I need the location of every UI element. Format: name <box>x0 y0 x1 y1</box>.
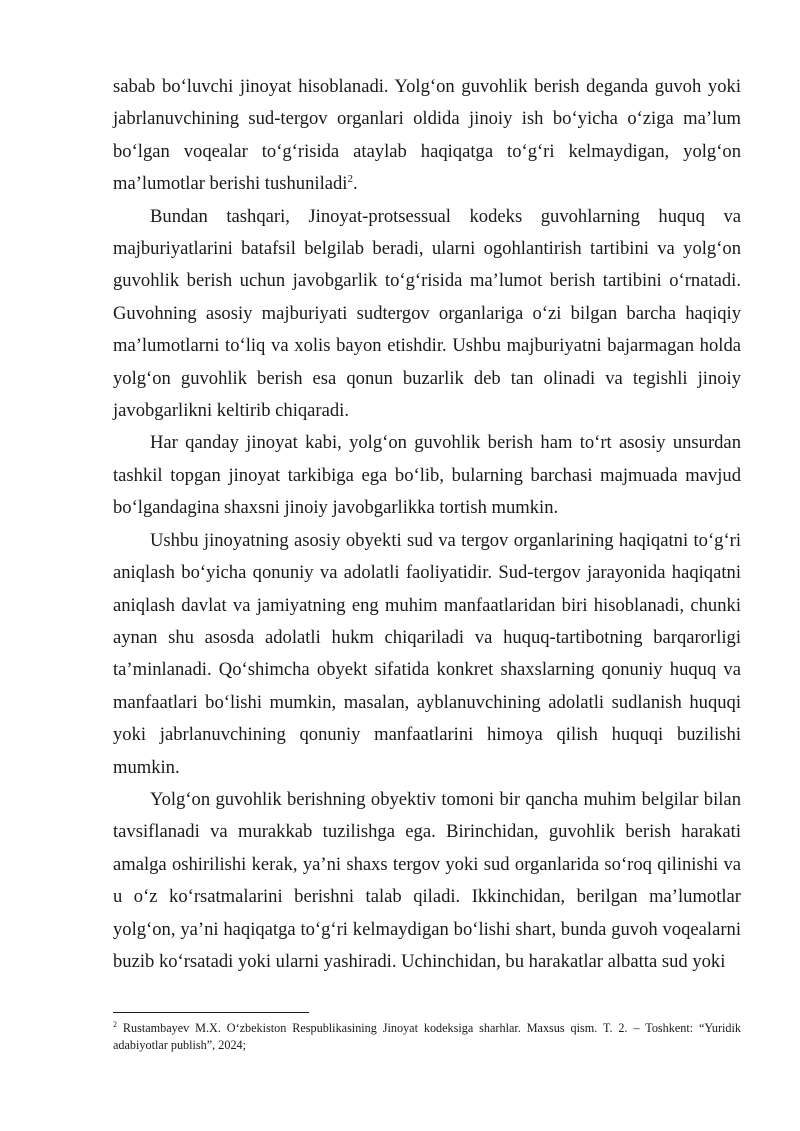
footnote-reference[interactable]: 2 <box>347 173 353 186</box>
document-body <box>113 71 741 978</box>
footnote-area <box>113 1012 741 1054</box>
paragraph: Yolg‘on guvohlik berishning obyektiv tomoni bir qancha muhim belgilar bilan tavsiflanadi va murakkab tuzilishga ega. Birinchidan, guvohlik berish harakati amalga oshirilishi kerak, ya’ni shaxs tergov yoki sud organlarida so‘roq qilinishi va u o‘z ko‘rsatmalarini berishni talab qiladi. Ikkinchidan, berilgan ma’lumotlar yolg‘on, ya’ni haqiqatga to‘g‘ri kelmaydigan bo‘lishi shart, bunda guvoh voqealarni buzib ko‘rsatadi yoki ularni yashiradi. Uchinchidan, bu harakatlar albatta sud yoki <box>113 788 741 972</box>
paragraph-continuation <box>113 71 741 201</box>
paragraph: Bundan tashqari, Jinoyat-protsessual kodeks guvohlarning huquq va majburiyatlarini batafsil belgilab beradi, ularni ogohlantirish tartibini va yolg‘on guvohlik berish uchun javobgarlik to‘g‘risida ma’lumot berish tartibini o‘rnatadi. Guvohning asosiy majburiyati sudtergov organlariga o‘zi bilgan barcha haqiqiy ma’lumotlarni to‘liq va xolis bayon etishdir. Ushbu majburiyatni bajarmagan holda yolg‘on guvohlik berish esa qonun buzarlik deb tan olinadi va tegishli jinoiy javobgarlikni keltirib chiqaradi. <box>113 205 741 422</box>
footnote-text: Rustambayev M.X. O‘zbekiston Respublikasining Jinoyat kodeksiga sharhlar. Maxsus qism. T. 2. – Toshkent: “Yuridik adabiyotlar publish”, 2024; <box>113 1021 741 1052</box>
paragraph-text: sabab bo‘luvchi jinoyat hisoblanadi. Yolg‘on guvohlik berish deganda guvoh yoki jabrlanuvchining sud-tergov organlari oldida jinoiy ish bo‘yicha o‘ziga ma’lum bo‘lgan voqealar to‘g‘risida ataylab haqiqatga to‘g‘ri kelmaydigan, yolg‘on ma’lumotlar berishi tushuniladi <box>113 76 741 195</box>
footnote-separator <box>113 1012 309 1013</box>
paragraph: Ushbu jinoyatning asosiy obyekti sud va tergov organlarining haqiqatni to‘g‘ri aniqlash bo‘yicha qonuniy va adolatli faoliyatidir. Sud-tergov jarayonida haqiqatni aniqlash davlat va jamiyatning eng muhim manfaatlaridan biri hisoblanadi, chunki aynan shu asosda adolatli hukm chiqariladi va huquq-tartibotning barqarorligi ta’minlanadi. Qo‘shimcha obyekt sifatida konkret shaxslarning qonuniy huquq va manfaatlari bo‘lishi mumkin, masalan, ayblanuvchining adolatli sudlanish huquqi yoki jabrlanuvchining qonuniy manfaatlarini himoya qilish huquqi buzilishi mumkin. <box>113 529 741 778</box>
footnote <box>113 1020 741 1054</box>
footnote-number: 2 <box>113 1019 117 1029</box>
paragraph-text-tail: . <box>352 173 358 195</box>
paragraph: Har qanday jinoyat kabi, yolg‘on guvohlik berish ham to‘rt asosiy unsurdan tashkil topgan jinoyat tarkibiga ega bo‘lib, bularning barchasi majmuada mavjud bo‘lgandagina shaxsni jinoiy javobgarlikka tortish mumkin. <box>113 432 741 519</box>
